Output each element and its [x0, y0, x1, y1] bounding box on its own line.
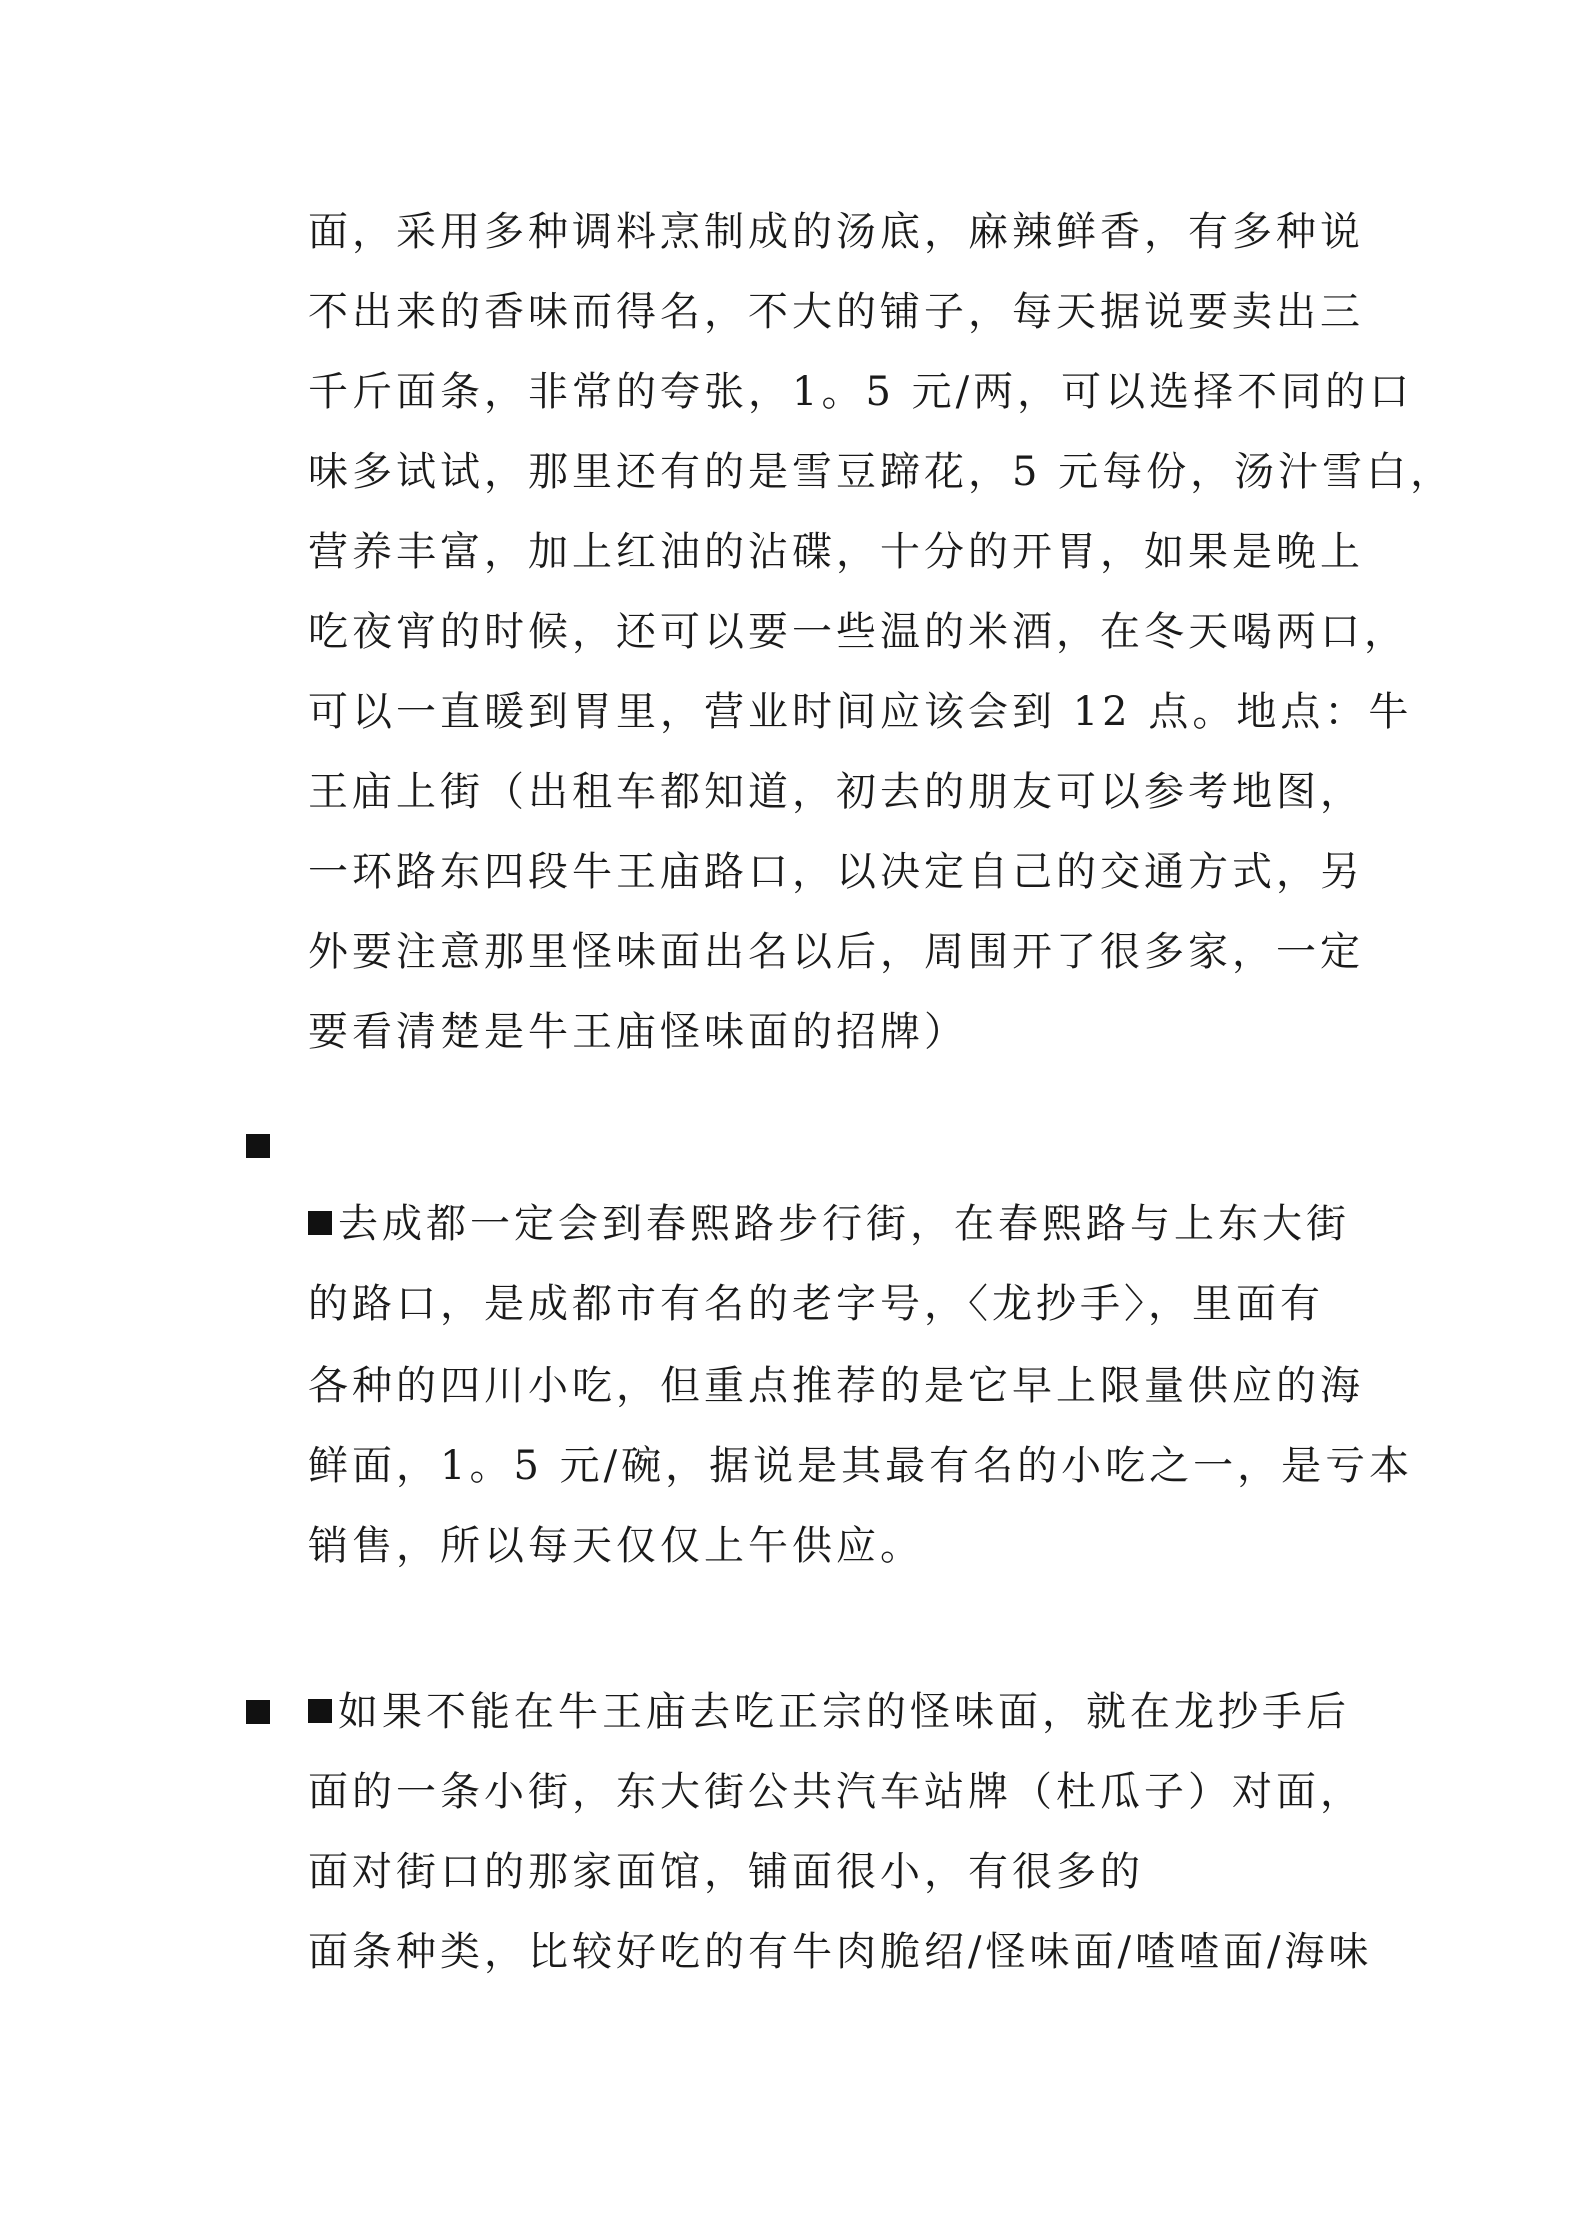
bullet-square-icon [308, 1211, 332, 1235]
paragraph-line: 去成都一定会到春熙路步行街，在春熙路与上东大街 [338, 1201, 1350, 1247]
paragraph-line: 面对街口的那家面馆，铺面很小，有很多的 [308, 1849, 1144, 1895]
paragraph-line: 面的一条小街，东大街公共汽车站牌（杜瓜子）对面， [308, 1769, 1364, 1815]
paragraph-line-lead [308, 1200, 1350, 1248]
paragraph-line: 鲜面，1。5 元/碗，据说是其最有名的小吃之一，是亏本 [308, 1443, 1414, 1489]
paragraph-line-lead [308, 1688, 1350, 1736]
paragraph-line: 王庙上街（出租车都知道，初去的朋友可以参考地图， [308, 769, 1364, 815]
paragraph-line: 营养丰富，加上红油的沾碟，十分的开胃，如果是晚上 [308, 529, 1364, 575]
bullet-square-icon [246, 1700, 270, 1724]
paragraph-line: 千斤面条，非常的夸张，1。5 元/两，可以选择不同的口 [308, 369, 1414, 415]
bullet-square-icon [308, 1699, 332, 1723]
paragraph-line: 味多试试，那里还有的是雪豆蹄花，5 元每份，汤汁雪白， [308, 449, 1455, 495]
paragraph-line: 面条种类，比较好吃的有牛肉脆绍/怪味面/喳喳面/海味 [308, 1929, 1373, 1975]
paragraph-line: 一环路东四段牛王庙路口，以决定自己的交通方式，另 [308, 849, 1364, 895]
paragraph-line: 可以一直暖到胃里，营业时间应该会到 12 点。地点：牛 [308, 689, 1413, 735]
paragraph-line: 各种的四川小吃，但重点推荐的是它早上限量供应的海 [308, 1363, 1364, 1409]
bullet-square-icon [246, 1134, 270, 1158]
paragraph-line: 如果不能在牛王庙去吃正宗的怪味面，就在龙抄手后 [338, 1689, 1350, 1735]
paragraph-line: 不出来的香味而得名，不大的铺子，每天据说要卖出三 [308, 289, 1364, 335]
paragraph-line: 要看清楚是牛王庙怪味面的招牌） [308, 1009, 968, 1055]
paragraph-line: 面，采用多种调料烹制成的汤底，麻辣鲜香，有多种说 [308, 209, 1364, 255]
paragraph-line: 外要注意那里怪味面出名以后，周围开了很多家，一定 [308, 929, 1364, 975]
paragraph-line: 吃夜宵的时候，还可以要一些温的米酒，在冬天喝两口， [308, 609, 1408, 655]
paragraph-line: 的路口，是成都市有名的老字号，〈龙抄手〉，里面有 [308, 1281, 1324, 1327]
paragraph-line: 销售，所以每天仅仅上午供应。 [308, 1523, 924, 1569]
